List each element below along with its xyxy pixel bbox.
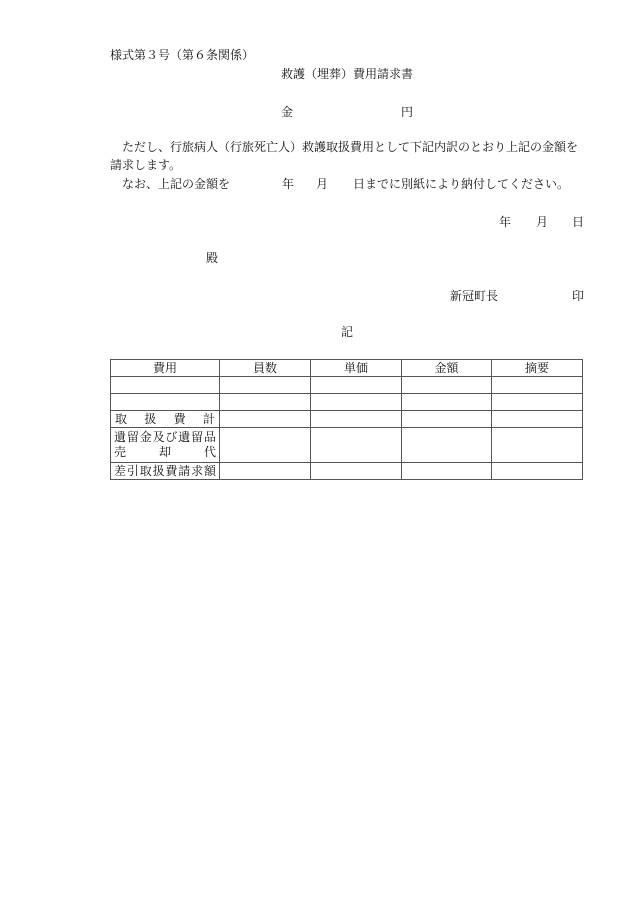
cell: [402, 428, 492, 463]
body-line-3-prefix: なお、上記の金額を: [122, 177, 231, 191]
cell: [492, 428, 583, 463]
payment-month: 月: [316, 177, 329, 191]
cell: [220, 463, 311, 480]
addressee-suffix: 殿: [206, 251, 219, 265]
body-line-3-suffix: 日までに別紙により納付してください。: [353, 177, 570, 191]
date-month: 月: [536, 215, 549, 229]
cell: [311, 463, 402, 480]
cell: [492, 411, 583, 428]
date-year: 年: [499, 215, 512, 229]
header-cell: 摘要: [492, 360, 583, 377]
document-title: 救護（埋葬）費用請求書: [281, 67, 414, 81]
cell: [402, 463, 492, 480]
seal-mark: 印: [572, 289, 585, 303]
row-label: [111, 428, 220, 463]
cell: [402, 377, 492, 394]
cell: [492, 463, 583, 480]
cell: [402, 394, 492, 411]
cell: [311, 411, 402, 428]
body-line-2: 請求します。: [110, 158, 182, 172]
cell: [220, 411, 311, 428]
amount-prefix: 金: [281, 105, 294, 119]
cell: [402, 411, 492, 428]
form-number: 様式第３号（第６条関係）: [110, 48, 255, 62]
row-label: 取扱費計: [111, 411, 220, 428]
cell: [220, 428, 311, 463]
cell: [111, 394, 220, 411]
row-label: 差引取扱費請求額: [111, 463, 220, 480]
amount-suffix: 円: [401, 105, 414, 119]
row-label-line-2: 売却代: [114, 445, 216, 459]
cell: [220, 394, 311, 411]
header-cell: 金額: [402, 360, 492, 377]
table-row: [111, 411, 583, 428]
cell: [311, 377, 402, 394]
issuer: 新冠町長: [450, 289, 499, 303]
cell: [492, 377, 583, 394]
body-line-1: ただし、行旅病人（行旅死亡人）救護取扱費用として下記内訳のとおり上記の金額を: [122, 140, 579, 154]
cell: [311, 428, 402, 463]
cell: [311, 394, 402, 411]
cost-breakdown-table: [110, 359, 583, 480]
cell: [111, 377, 220, 394]
table-row: [111, 394, 583, 411]
header-cell: 単価: [311, 360, 402, 377]
header-cell: 員数: [220, 360, 311, 377]
payment-year: 年: [282, 177, 295, 191]
table-row: [111, 377, 583, 394]
row-label-line-1: 遺留金及び遺留品: [114, 430, 216, 444]
table-row: [111, 463, 583, 480]
cell: [220, 377, 311, 394]
table-header-row: [111, 360, 583, 377]
cell: [492, 394, 583, 411]
date-day: 日: [572, 215, 585, 229]
table-row: [111, 428, 583, 463]
header-cell: 費用: [111, 360, 220, 377]
ki-heading: 記: [341, 325, 354, 339]
